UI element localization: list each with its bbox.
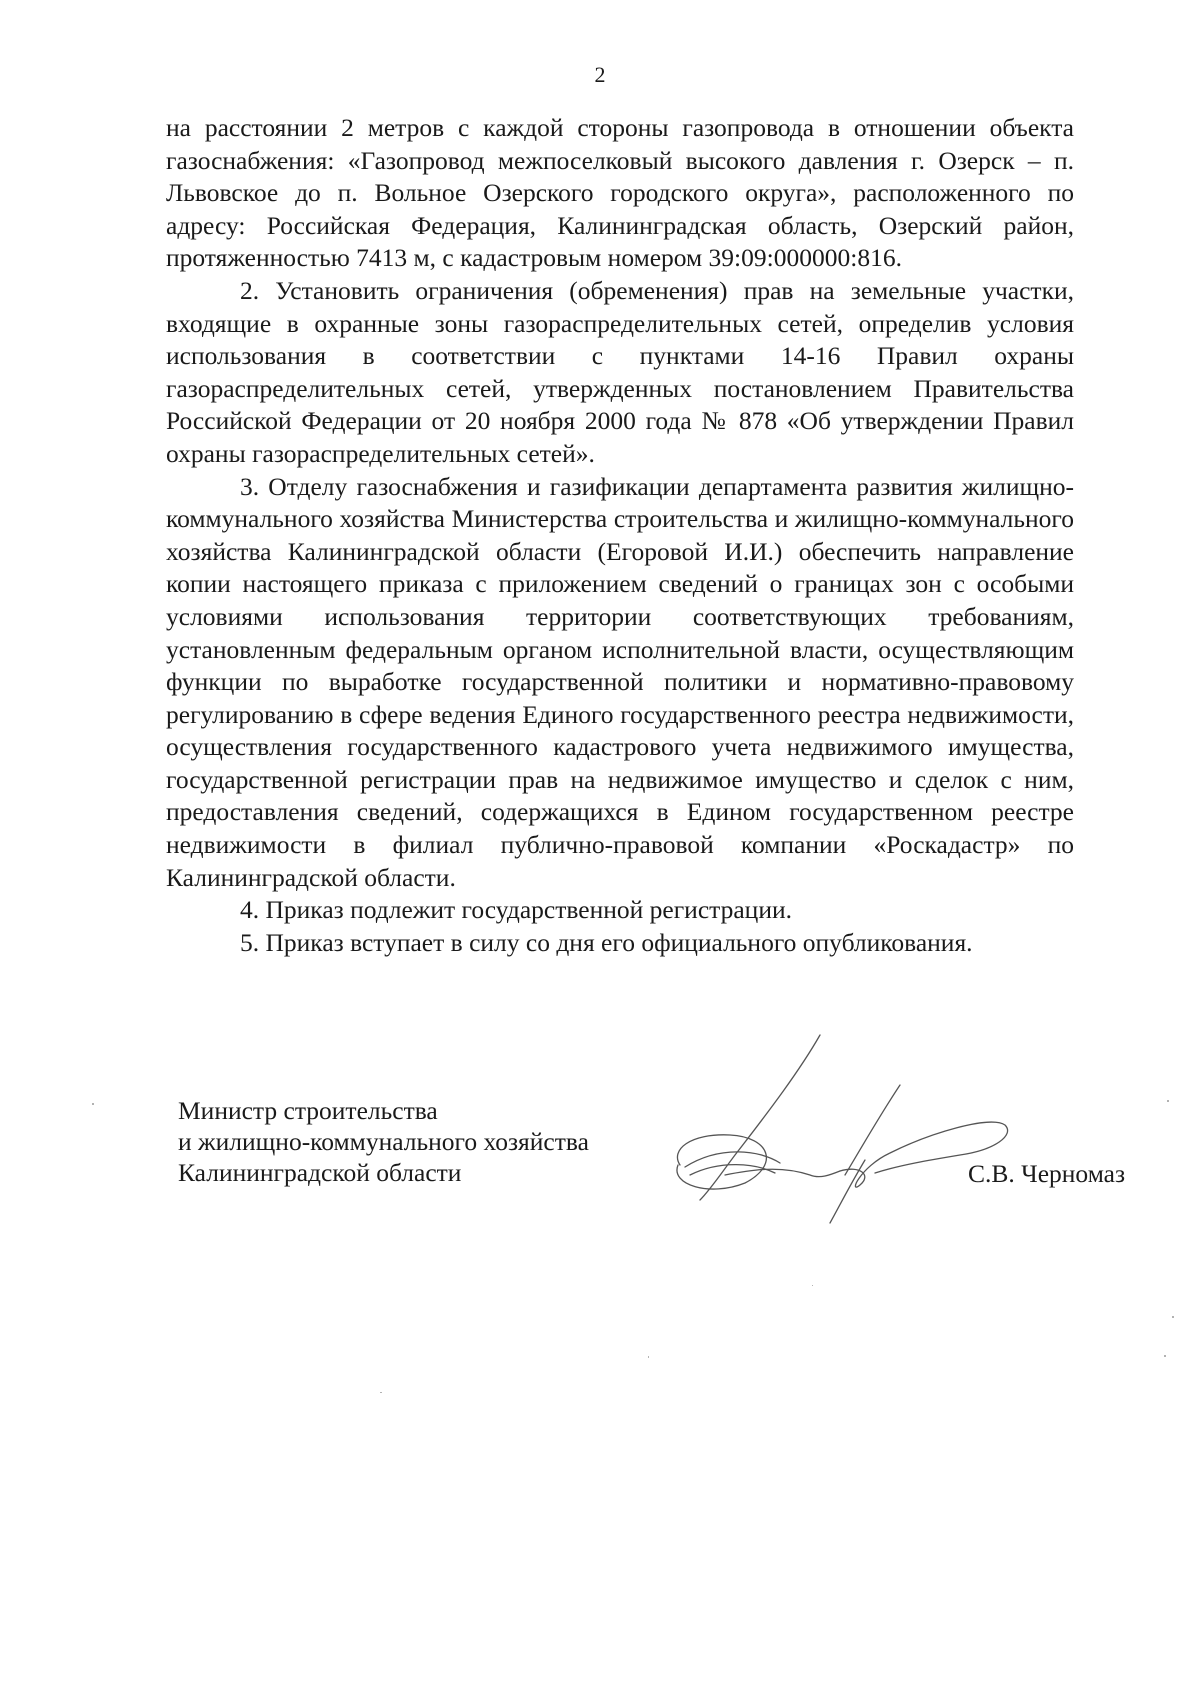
signatory-title-line: и жилищно-коммунального хозяйства — [178, 1127, 589, 1156]
scan-speck — [648, 1356, 649, 1358]
signatory-title-line: Министр строительства — [178, 1096, 438, 1125]
paragraph-item-2: 2. Установить ограничения (обременения) прав на земельные участки, входящие в охранные зоны газораспределительных сетей, определив условия использования в соответствии с пунктами 14-16 Правил охраны газораспределительных сетей, утвержденных постановлением Правительства Российской Федерации от 20 ноября 2000 года № 878 «Об утверждении Правил охраны газораспределительных сетей». — [166, 275, 1074, 468]
scan-speck — [1164, 1355, 1166, 1357]
page-number: 2 — [594, 62, 606, 87]
scan-speck — [812, 1285, 813, 1286]
signatory-title-line: Калининградской области — [178, 1158, 462, 1187]
paragraph-item-4: 4. Приказ подлежит государственной регистрации. — [240, 895, 792, 925]
paragraph-item-3: 3. Отделу газоснабжения и газификации департамента развития жилищно-коммунального хозяйства Министерства строительства и жилищно-коммунального хозяйства Калининградской области (Егоровой И.И.) обеспечить направление копии настоящего приказа с приложением сведений о границах зон с особыми условиями использования территории соответствующих требованиям, установленным федеральным органом исполнительной власти, осуществляющим функции по выработке государственной политики и нормативно-правовому регулированию в сфере ведения Единого государственного реестра недвижимости, осуществления государственного кадастрового учета недвижимого имущества, государственной регистрации прав на недвижимое имущество и сделок с ним, предоставления сведений, содержащихся в Едином государственном реестре недвижимости в филиал публично-правовой компании «Роскадастр» по Калининградской области. — [166, 471, 1074, 892]
scan-speck — [92, 1103, 94, 1105]
document-body — [166, 112, 1074, 959]
scan-speck — [380, 1392, 382, 1393]
signatory-title — [178, 1095, 589, 1188]
scan-speck — [1172, 1316, 1174, 1318]
paragraph-item-5: 5. Приказ вступает в силу со дня его официального опубликования. — [240, 927, 973, 957]
signatory-name: С.В. Черномаз — [968, 1159, 1126, 1188]
handwritten-signature — [660, 1025, 1020, 1225]
scan-speck — [1167, 1100, 1169, 1102]
paragraph-continuation: на расстоянии 2 метров с каждой стороны газопровода в отношении объекта газоснабжения: «Газопровод межпоселковый высокого давления г. Озерск – п. Львовское до п. Вольное Озерского городского округа», расположенного по адресу: Российская Федерация, Калининградская область, Озерский район, протяженностью 7413 м, с кадастровым номером 39:09:000000:816. — [166, 113, 1074, 273]
